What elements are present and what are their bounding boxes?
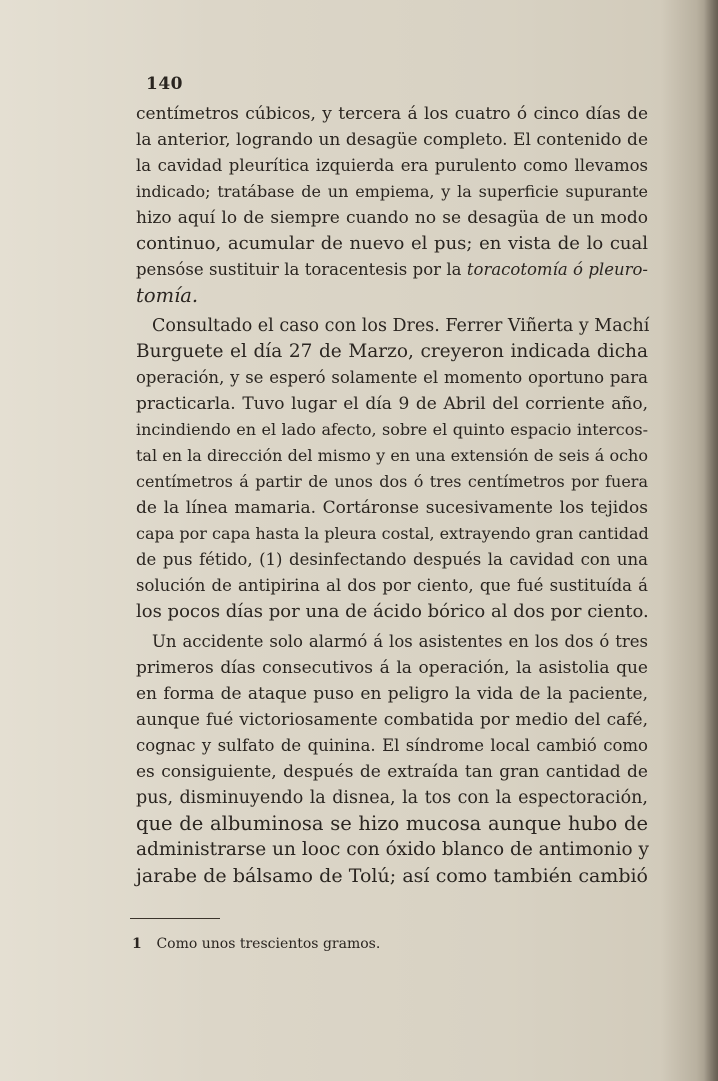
text-line: Consultado el caso con los Dres. Ferrer Viñerta y Machí [152,316,650,336]
text-line: de la línea mamaria. Cortáronse sucesivamente los tejidos [136,498,648,518]
text-line: pus, disminuyendo la disnea, la tos con la espectoración, [136,788,648,808]
text-line: tomía. [136,284,199,307]
text-line: indicado; tratábase de un empiema, y la superficie supurante [136,182,648,201]
text-line: la anterior, logrando un desagüe completo. El contenido de [136,130,648,150]
text-line: capa por capa hasta la pleura costal, extrayendo gran cantidad [136,524,649,543]
text-line: centímetros á partir de unos dos ó tres centímetros por fuera [136,472,648,491]
text-line: administrarse un looc con óxido blanco de antimonio y [136,839,649,860]
text-line: es consiguiente, después de extraída tan gran cantidad de [136,762,648,782]
footnote-text: Como unos trescientos gramos. [156,936,381,952]
text-line: centímetros cúbicos, y tercera á los cuatro ó cinco días de [136,104,648,124]
footnote [132,936,380,952]
text-line: primeros días consecutivos á la operación, la asistolia que [136,658,648,678]
text-line: de pus fétido, (1) desinfectando después la cavidad con una [136,550,648,569]
text-line: practicarla. Tuvo lugar el día 9 de Abril del corriente año, [136,394,648,414]
text-line: operación, y se esperó solamente el momento oportuno para [136,368,648,387]
text-line: Burguete el día 27 de Marzo, creyeron indicada dicha [136,341,648,362]
page-number: 140 [146,74,183,94]
text-line: tal en la dirección del mismo y en una extensión de seis á ocho [136,446,648,465]
footnote-mark: 1 [132,936,142,952]
text-line: aunque fué victoriosamente combatida por medio del café, [136,710,648,730]
text-line: cognac y sulfato de quinina. El síndrome local cambió como [136,736,648,755]
text-line: que de albuminosa se hizo mucosa aunque hubo de [136,812,648,835]
text-line: incindiendo en el lado afecto, sobre el quinto espacio intercos- [136,420,648,439]
page-edge-shadow [704,0,718,1081]
text-line: hizo aquí lo de siempre cuando no se desagüa de un modo [136,208,648,228]
text-line: los pocos días por una de ácido bórico al dos por ciento. [136,601,649,622]
text-line: pensóse sustituir la toracentesis por la toracotomía ó pleuro- [136,260,648,279]
text-line: la cavidad pleurítica izquierda era purulento como llevamos [136,156,648,175]
footnote-rule [130,918,220,919]
text-line: continuo, acumular de nuevo el pus; en vista de lo cual [136,233,648,254]
text-line: Un accidente solo alarmó á los asistentes en los dos ó tres [152,632,648,651]
text-line: solución de antipirina al dos por ciento, que fué sustituída á [136,576,648,595]
text-line: en forma de ataque puso en peligro la vida de la paciente, [136,684,648,704]
text-line: jarabe de bálsamo de Tolú; así como también cambió [136,865,648,887]
